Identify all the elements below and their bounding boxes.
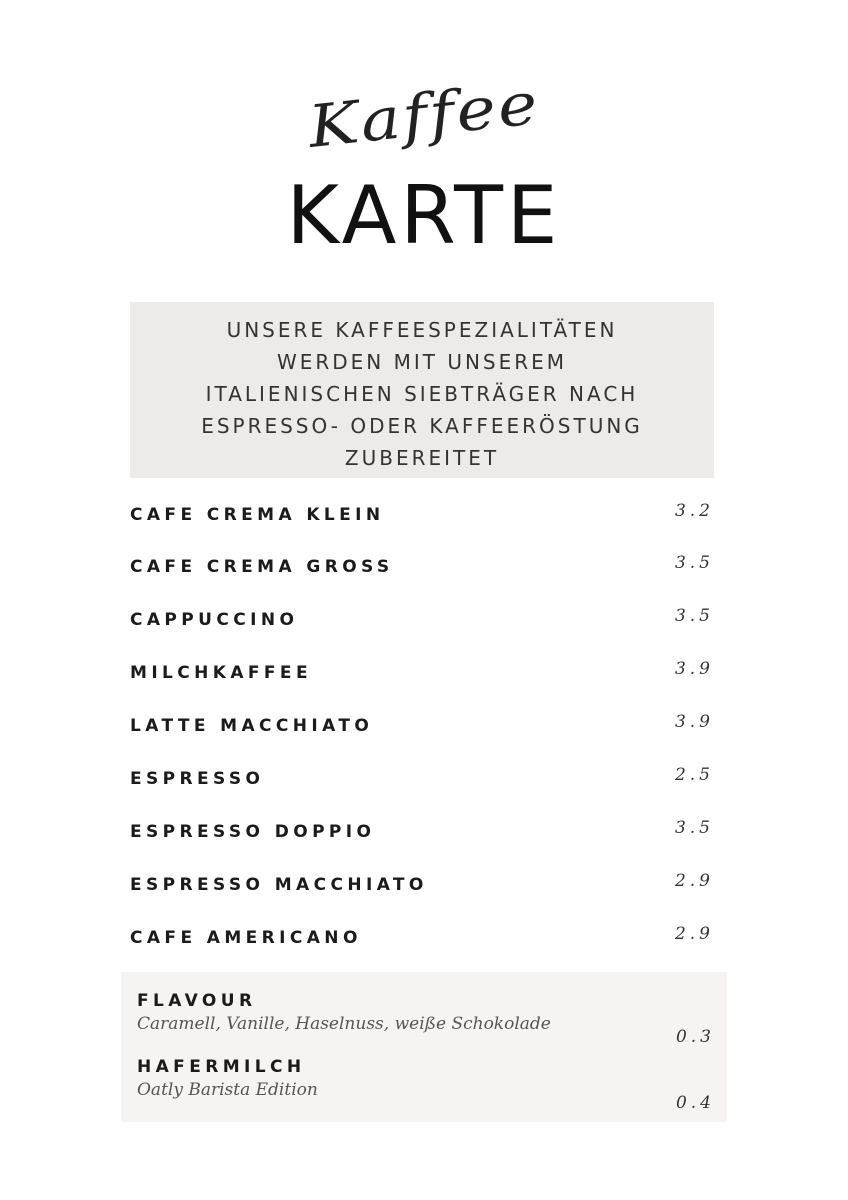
menu-item-price: 3.5 [674, 818, 714, 838]
menu-item-name: MILCHKAFFEE [130, 663, 312, 683]
intro-box [130, 302, 714, 478]
intro-line: ITALIENISCHEN SIEBTRÄGER NACH [205, 382, 639, 406]
extra-item [137, 1055, 715, 1113]
menu-item-price: 3.2 [674, 501, 714, 521]
menu-item [130, 608, 714, 636]
menu-item [130, 873, 714, 901]
menu-item-name: CAFE CREMA GROSS [130, 557, 394, 577]
menu-item [130, 503, 714, 531]
extra-item-description: Oatly Barista Edition [137, 1080, 318, 1100]
extra-item-name: HAFERMILCH [137, 1057, 306, 1077]
extras-box [121, 972, 727, 1122]
menu-item [130, 926, 714, 954]
menu-item [130, 820, 714, 848]
menu-item [130, 555, 714, 583]
menu-item [130, 714, 714, 742]
intro-line: WERDEN MIT UNSEREM [276, 350, 568, 374]
page-title: KARTE [286, 169, 562, 262]
script-title: Kaffee [305, 69, 543, 161]
intro-line: UNSERE KAFFEESPEZIALITÄTEN [226, 318, 618, 342]
menu-item-price: 2.5 [674, 765, 714, 785]
menu-item-name: CAFE CREMA KLEIN [130, 505, 385, 525]
menu-item-price: 3.9 [674, 659, 714, 679]
menu-item-name: ESPRESSO [130, 769, 265, 789]
menu-item [130, 767, 714, 795]
extra-item [137, 989, 715, 1047]
menu-item-name: LATTE MACCHIATO [130, 716, 374, 736]
menu-item-name: CAFE AMERICANO [130, 928, 362, 948]
menu-item-price: 3.5 [674, 606, 714, 626]
menu-item-price: 2.9 [674, 924, 714, 944]
menu-item [130, 661, 714, 689]
menu-item-name: CAPPUCCINO [130, 610, 299, 630]
menu-item-name: ESPRESSO MACCHIATO [130, 875, 428, 895]
menu-item-price: 3.5 [674, 553, 714, 573]
extra-item-price: 0.4 [675, 1093, 715, 1113]
extra-item-description: Caramell, Vanille, Haselnuss, weiße Schokolade [137, 1014, 551, 1034]
menu-item-price: 2.9 [674, 871, 714, 891]
menu-item-price: 3.9 [674, 712, 714, 732]
menu-item-name: ESPRESSO DOPPIO [130, 822, 376, 842]
extra-item-price: 0.3 [675, 1027, 715, 1047]
extra-item-name: FLAVOUR [137, 991, 257, 1011]
intro-line: ZUBEREITET [344, 446, 500, 470]
intro-line: ESPRESSO- ODER KAFFEERÖSTUNG [201, 414, 643, 438]
